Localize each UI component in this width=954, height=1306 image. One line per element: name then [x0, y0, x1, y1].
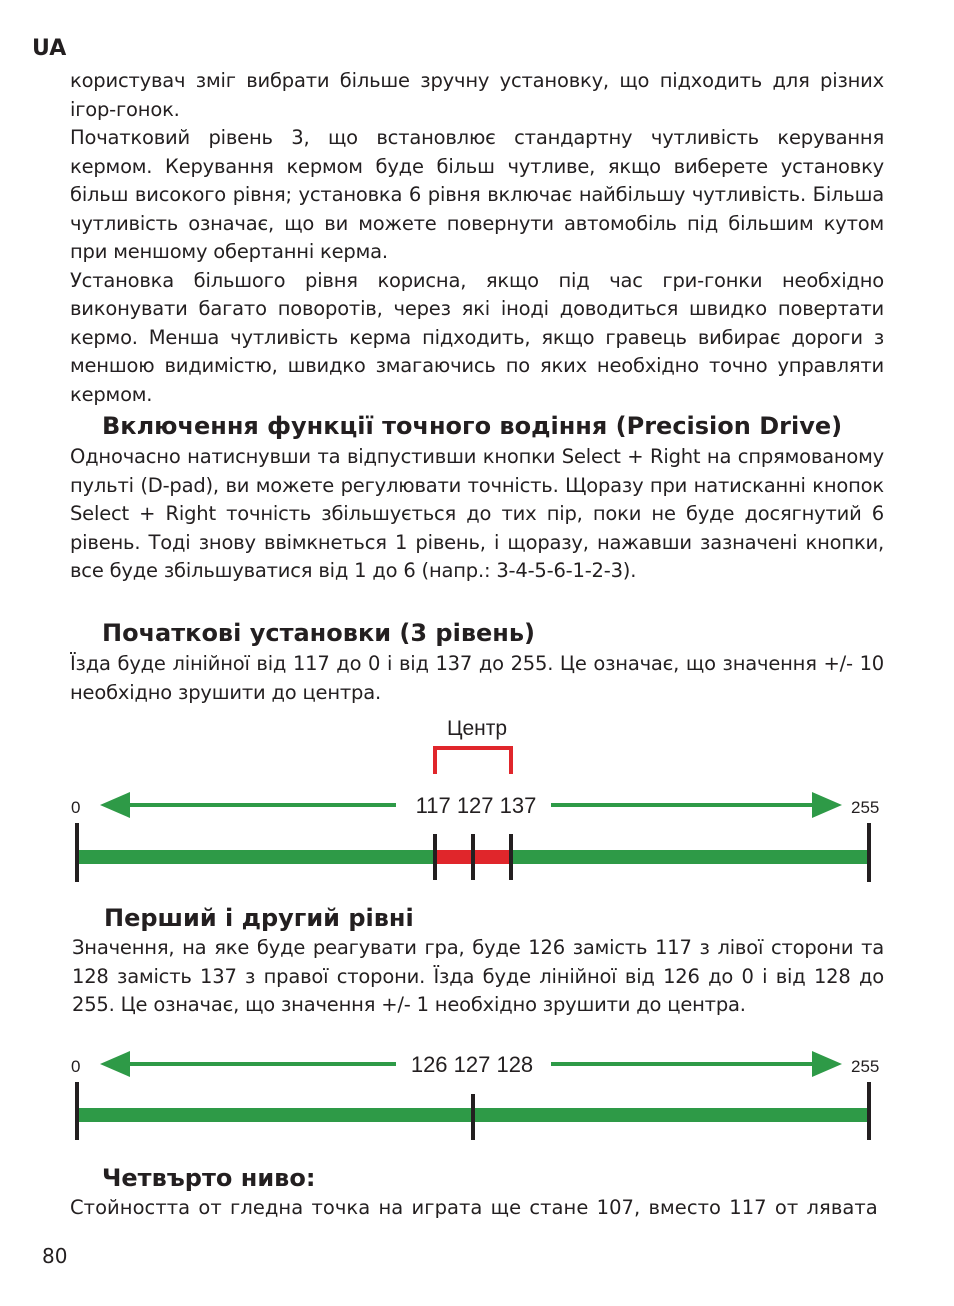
left-arrow-head: [100, 792, 130, 818]
intro-paragraph-2: Початковий рівень 3, що встановлює стандартну чутливість керування кермом. Керування кермом буде більш чутливе, якщо виберете установку більш високого рівня; установка 6 рівня включає найбільшу чутливість. Більша чутливість означає, що ви можете повернути автомобіль під більшим кутом при меншому обертанні керма.: [70, 126, 884, 263]
left-range-bar: [77, 850, 435, 864]
marker-values: 117 127 137: [415, 793, 537, 818]
intro-paragraph-3: Установка більшого рівня корисна, якщо під час гри-гонки необхідно виконувати багато поворотів, через які іноді доводиться швидко повертати кермо. Менша чутливість керма підходить, якщо гравець вибирає дороги з меншою видимістю, швидко змагаючись по яких необхідно точно управляти кермом.: [70, 268, 884, 406]
language-label: UA: [32, 36, 67, 61]
center-bracket: [435, 748, 511, 774]
section2-title: Початкові установки (3 рівень): [102, 619, 536, 647]
min-label: 0: [71, 1057, 81, 1076]
left-arrow-head: [100, 1051, 130, 1077]
page-number: 80: [42, 1244, 68, 1268]
right-range-bar: [511, 850, 869, 864]
section1-body: Одночасно натиснувши та відпустивши кнопки Select + Right на спрямованому пульті (D-pad), ви можете регулювати точність. Щоразу при натисканні кнопок Select + Right точність збільшується до тих пір, поки не буде досягнутий 6 рівень. Тоді знову ввімкнеться 1 рівень, і щоразу, нажавши зазначені кнопки, все буде збільшуватися від 1 до 6 (напр.: 3-4-5-6-1-2-3).: [70, 445, 884, 582]
right-arrow-head: [812, 792, 842, 818]
max-label: 255: [851, 1057, 880, 1076]
section3-body: Значення, на яке буде реагувати гра, буде 126 замість 117 з лівої сторони та 128 замість 137 з правої сторони. Їзда буде лінійної від 126 до 0 і від 128 до 255. Це означає, що значення +/- 1 необхідно зрушити до центра.: [72, 936, 884, 1016]
min-label: 0: [71, 798, 81, 817]
section4-title: Четвърто ниво:: [102, 1164, 316, 1192]
range-diagram-level-1-2: [0, 1040, 954, 1150]
range-diagram-default: [0, 710, 954, 890]
section4-body: Стойността от гледна точка на играта ще стане 107, вместо 117 от лявата: [70, 1196, 878, 1219]
center-label: Центр: [446, 717, 508, 740]
marker-values: 126 127 128: [410, 1052, 534, 1077]
section3-title: Перший і другий рівні: [104, 904, 414, 932]
right-arrow-head: [812, 1051, 842, 1077]
intro-paragraph-1: користувач зміг вибрати більше зручну установку, що підходить для різних ігор-гонок.: [70, 69, 884, 121]
intro-text: [70, 67, 884, 409]
section2-body: Їзда буде лінійної від 117 до 0 і від 137 до 255. Це означає, що значення +/- 10 необхідно зрушити до центра.: [70, 652, 884, 704]
max-label: 255: [851, 798, 880, 817]
section1-title: Включення функції точного водіння (Precision Drive): [102, 412, 843, 440]
